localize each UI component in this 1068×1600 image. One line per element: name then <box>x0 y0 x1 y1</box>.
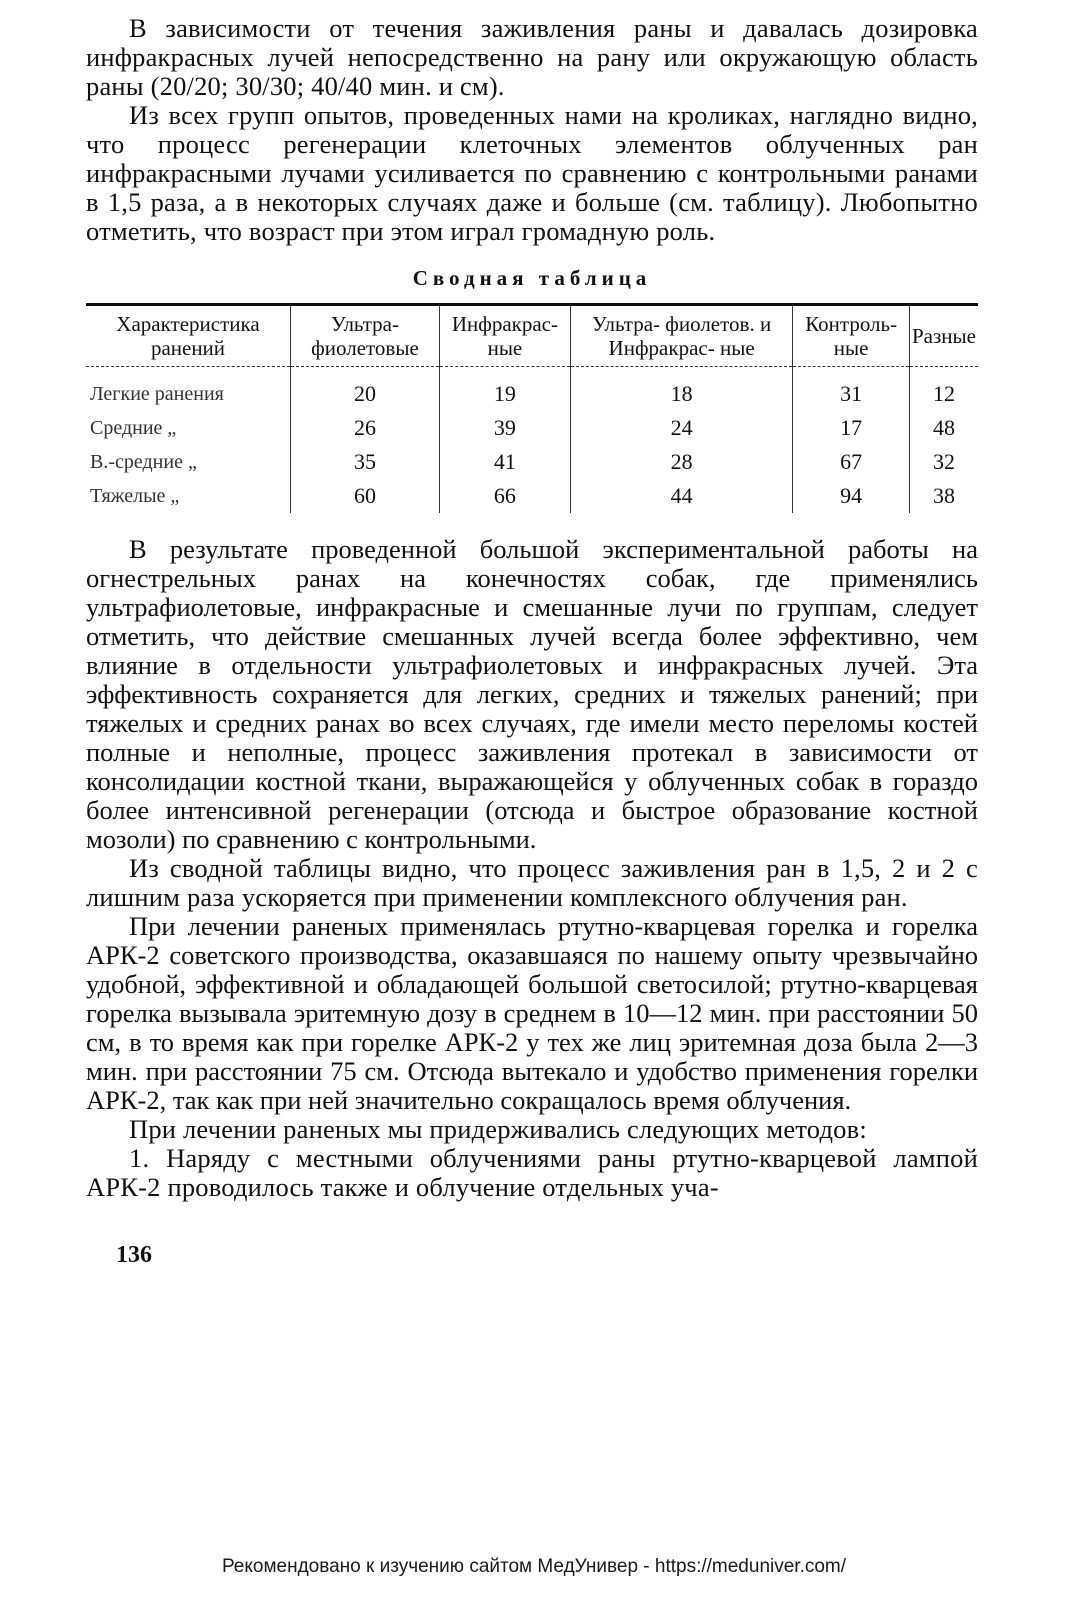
header-control: Контроль- ные <box>793 305 910 367</box>
table-cell: 18 <box>570 367 792 412</box>
table-title: Сводная таблица <box>412 266 652 290</box>
table-row <box>86 445 978 479</box>
table-cell: 38 <box>909 479 978 513</box>
table-cell: 32 <box>909 445 978 479</box>
table-cell: 24 <box>570 411 792 445</box>
table-cell: Тяжелые „ <box>90 484 180 507</box>
table-cell: 41 <box>439 445 570 479</box>
paragraph-lamps: При лечении раненых применялась ртутно-кварцевая горелка и горелка АРК-2 советского производства, оказавшаяся по нашему опыту чрезвычайно удобной, эффективной и обладающей большой светосилой; ртутно-кварцевая горелка вызывала эритемную дозу в среднем в 10—12 мин. при расстоянии 50 см, в то время как при горелке АРК-2 у тех же лиц эритемная доза была 2—3 мин. при расстоянии 75 см. Отсюда вытекало и удобство применения горелки АРК-2, так как при ней значительно сокращалось время облучения. <box>86 911 978 1115</box>
table-row <box>86 367 978 412</box>
table-cell: 39 <box>439 411 570 445</box>
summary-table <box>86 303 978 513</box>
table-row <box>86 479 978 513</box>
header-wound-type: Характеристика ранений <box>86 305 291 367</box>
table-cell: 17 <box>793 411 910 445</box>
page-number: 136 <box>116 1242 152 1268</box>
table-cell: 20 <box>291 367 440 412</box>
table-cell: Легкие ранения <box>90 382 224 405</box>
header-infrared: Инфракрас- ные <box>439 305 570 367</box>
table-cell: 94 <box>793 479 910 513</box>
paragraph-dosage: В зависимости от течения заживления раны и давалась дозировка инфракрасных лучей непосредственно на рану или окружающую область раны (20/20; 30/30; 40/40 мин. и см). <box>86 13 978 101</box>
table-cell: 28 <box>570 445 792 479</box>
paragraph-dog-experiments: В результате проведенной большой экспериментальной работы на огнестрельных ранах на конечностях собак, где применялись ультрафиолетовые, инфракрасные и смешанные лучи по группам, следует отметить, что действие смешанных лучей всегда более эффективно, чем влияние в отдельности ультрафиолетовых и инфракрасных лучей. Эта эффективность сохраняется для легких, средних и тяжелых ранений; при тяжелых и средних ранах во всех случаях, где имели место переломы костей полные и неполные, процесс заживления протекал в зависимости от консолидации костной ткани, выражающейся у облученных собак в гораздо более интенсивной регенерации (отсюда и быстрое образование костной мозоли) по сравнению с контрольными. <box>86 534 978 854</box>
table-header-row <box>86 305 978 367</box>
header-various: Разные <box>909 305 978 367</box>
table-cell: 31 <box>793 367 910 412</box>
table-cell: 60 <box>291 479 440 513</box>
table-cell: 12 <box>909 367 978 412</box>
table-cell: 48 <box>909 411 978 445</box>
watermark-footer: Рекомендовано к изучению сайтом МедУнивер - https://meduniver.com/ <box>221 1556 847 1577</box>
paragraph-method-one: 1. Наряду с местными облучениями раны ртутно-кварцевой лампой АРК-2 проводилось также и облучение отдельных уча- <box>86 1143 978 1202</box>
table-cell: 67 <box>793 445 910 479</box>
table-cell: 19 <box>439 367 570 412</box>
paragraph-table-conclusion: Из сводной таблицы видно, что процесс заживления ран в 1,5, 2 и 2 с лишним раза ускоряется при применении комплексного облучения ран. <box>86 853 978 912</box>
header-combined: Ультра- фиолетов. и Инфракрас- ные <box>570 305 792 367</box>
table-cell: 66 <box>439 479 570 513</box>
table-cell: 44 <box>570 479 792 513</box>
table-cell: В.-средние „ <box>90 450 197 473</box>
paragraph-rabbit-experiments: Из всех групп опытов, проведенных нами на кроликах, наглядно видно, что процесс регенерации клеточных элементов облученных ран инфракрасными лучами усиливается по сравнению с контрольными ранами в 1,5 раза, а в некоторых случаях даже и больше (см. таблицу). Любопытно отметить, что возраст при этом играл громадную роль. <box>86 100 978 246</box>
table-cell: 26 <box>291 411 440 445</box>
header-ultraviolet: Ультра- фиолетовые <box>291 305 440 367</box>
paragraph-methods-intro: При лечении раненых мы придерживались следующих методов: <box>129 1114 867 1144</box>
table-cell: Средние „ <box>90 416 177 439</box>
table-cell: 35 <box>291 445 440 479</box>
page-body <box>86 14 978 1269</box>
summary-table-container <box>86 303 978 513</box>
table-row <box>86 411 978 445</box>
